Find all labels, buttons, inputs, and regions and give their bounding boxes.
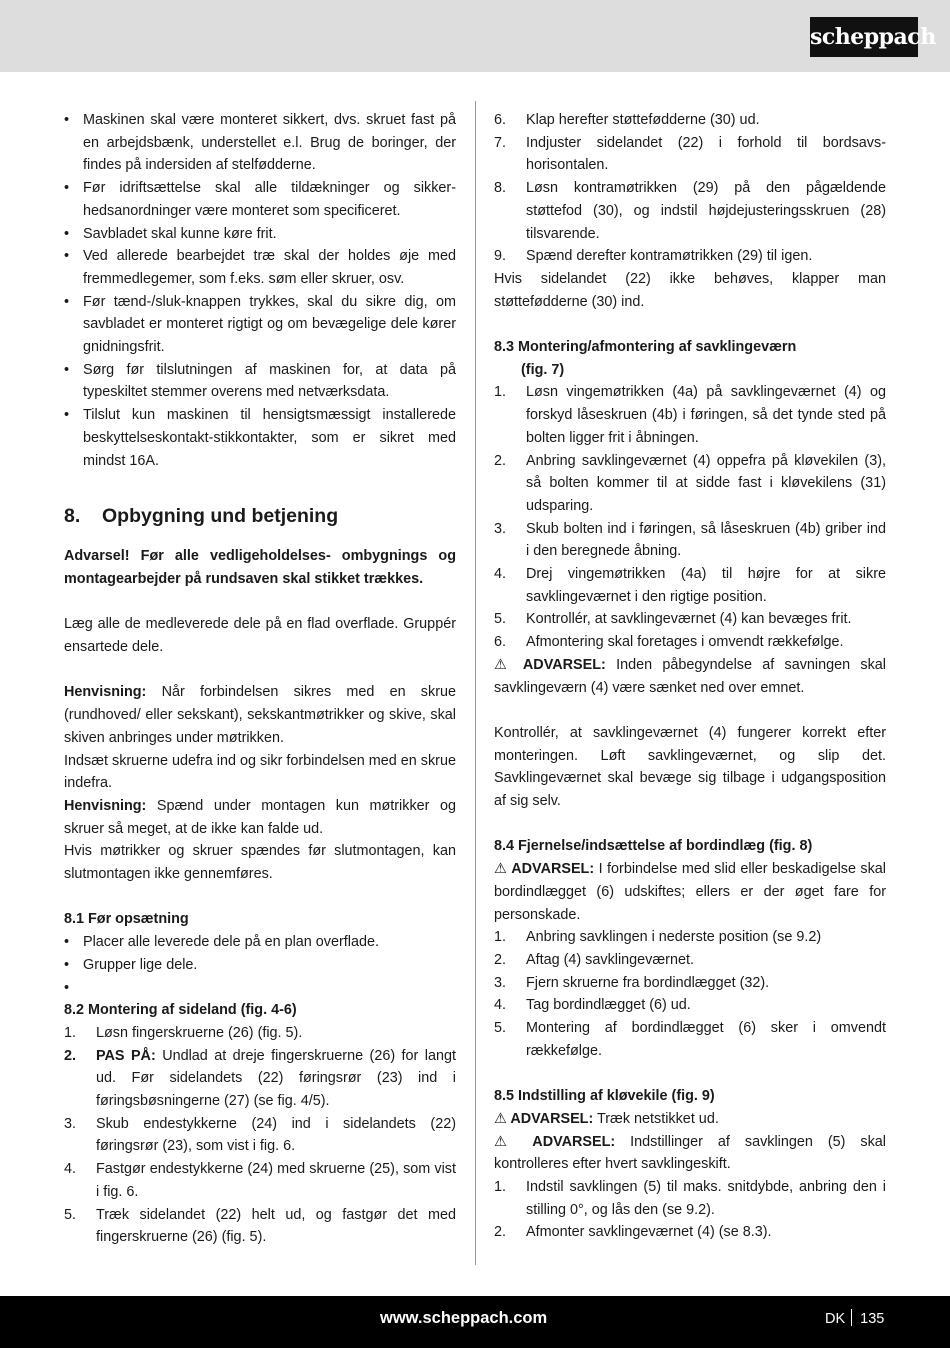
step-number: 3. <box>64 1115 77 1132</box>
list-item: • Tilslut kun maskinen til hensigtsmæssigt installerede beskyttelseskontakt-stikkontakter, som er sikret med mindst 16A. <box>64 404 456 472</box>
list-item: • Ved allerede bearbejdet træ skal der holdes øje med fremmedlegemer, som f.eks. søm eller skruer, osv. <box>64 245 456 290</box>
step-number: 1. <box>494 384 507 401</box>
step-text: Drej vingemøtrikken (4a) til højre for at sikre savklingeværnet i den rigtige position. <box>526 566 886 605</box>
step-number: 4. <box>494 566 507 583</box>
list-item: • Sørg før tilslutningen af maskinen for, at data på typeskiltet stemmer overens med netværksdata. <box>64 359 456 404</box>
step-number: 1. <box>494 1178 507 1195</box>
mounting-steps-continued <box>494 109 886 268</box>
list-item <box>494 994 886 1017</box>
list-item <box>494 109 886 132</box>
step-number: 7. <box>494 134 507 151</box>
list-item <box>64 977 456 1000</box>
warning-text: Træk netstikket ud. <box>593 1110 719 1127</box>
step-number: 5. <box>494 1020 507 1037</box>
step-number: 2. <box>494 452 507 469</box>
step-text: Kontrollér, at savklingeværnet (4) kan bevæges frit. <box>526 611 852 628</box>
step-text: Tag bordindlægget (6) ud. <box>526 997 691 1014</box>
step-text: Fjern skruerne fra bordindlægget (32). <box>526 974 770 991</box>
list-item: • Grupper lige dele. <box>64 954 456 977</box>
note-paragraph <box>64 795 456 840</box>
list-item <box>494 631 886 654</box>
warning-label: ⚠ ADVARSEL: <box>494 1110 594 1127</box>
brand-logo: scheppach <box>810 17 918 57</box>
list-item: • Før idriftsættelse skal alle tildækninger og sikker-hedsanordninger være monteret som specificeret. <box>64 177 456 222</box>
left-column <box>64 109 456 1249</box>
step-text: Fastgør endestykkerne (24) med skruerne (25), som vist i fig. 6. <box>96 1161 456 1200</box>
step-text: Afmontering skal foretages i omvendt rækkefølge. <box>526 634 844 651</box>
subsection-heading: 8.1 Før opsætning <box>64 911 189 928</box>
note-text: Når forbindelsen sikres med en skrue (rundhoved/ eller sekskant), sekskantmøtrikker og skive, skal skiven anbringes under møtrikken. <box>64 684 456 746</box>
subsection-heading: 8.2 Montering af sideland (fig. 4-6) <box>64 1002 297 1019</box>
note-text: Spænd under montagen kun møtrikker og skruer så meget, at de ikke kan falde ud. <box>64 797 456 837</box>
prep-bullet-list <box>64 931 456 999</box>
warning-text: Indstillinger af savklingen (5) skal kontrolleres efter hvert savklingeskift. <box>494 1133 886 1173</box>
page-header <box>0 0 950 72</box>
list-item: • Savbladet skal kunne køre frit. <box>64 223 456 246</box>
warning-paragraph <box>494 654 886 699</box>
section-number: 8. <box>64 505 81 528</box>
paragraph: Læg alle de medleverede dele på en flad overflade. Gruppér ensartede dele. <box>64 616 456 656</box>
list-item <box>494 949 886 972</box>
step-number: 5. <box>64 1206 77 1223</box>
paragraph: Indsæt skruerne udefra ind og sikr forbindelsen med en skrue indefra. <box>64 752 456 792</box>
list-item <box>494 972 886 995</box>
list-item <box>494 177 886 245</box>
page-indicator <box>825 1309 884 1327</box>
warning-text: I forbindelse med slid eller beskadigelse skal bordindlægget (6) udskiftes; ellers er der øget fare for personskade. <box>494 861 887 923</box>
step-label: PAS PÅ: <box>96 1047 156 1064</box>
paragraph: Hvis møtrikker og skruer spændes før slutmontagen, kan slutmontagen ikke gennemføres. <box>64 843 456 883</box>
list-item <box>494 245 886 268</box>
warning-text: Advarsel! Før alle vedligeholdelses- ombygnings og montagearbejder på rundsaven skal stikket trækkes. <box>64 548 456 587</box>
step-text: Skub bolten ind i føringen, så låseskruen (4b) griber ind i den beregnede åbning. <box>526 520 886 560</box>
list-item <box>64 1204 456 1249</box>
subsection-heading: 8.5 Indstilling af kløvekile (fig. 9) <box>494 1088 715 1105</box>
list-item <box>494 926 886 949</box>
step-number: 1. <box>64 1024 77 1041</box>
step-text: Aftag (4) savklingeværnet. <box>526 951 694 968</box>
list-item <box>494 381 886 449</box>
list-item <box>494 1221 886 1244</box>
right-column <box>494 109 886 1244</box>
step-number: 9. <box>494 248 507 265</box>
step-number: 6. <box>494 634 507 651</box>
warning-paragraph <box>494 858 886 926</box>
safety-bullet-list <box>64 109 456 472</box>
note-label: Henvisning: <box>64 797 147 814</box>
website-link[interactable]: www.scheppach.com <box>380 1309 548 1327</box>
warning-text: Inden påbegyndelse af savningen skal savklingeværn (4) være sænket ned over emnet. <box>494 656 886 696</box>
list-item <box>494 518 886 563</box>
step-number: 1. <box>494 929 507 946</box>
list-item <box>494 1176 886 1221</box>
step-text: Løsn kontramøtrikken (29) på den pågældende støttefod (30), og indstil højdejusteringsskruen (28) tilsvarende. <box>526 180 886 242</box>
step-text: Skub endestykkerne (24) ind i sidelandets (22) føringsrør (23), som vist i fig. 6. <box>96 1115 456 1155</box>
step-text: Træk sidelandet (22) helt ud, og fastgør det med fingerskruerne (26) (fig. 5). <box>96 1206 456 1246</box>
subsection-heading: 8.4 Fjernelse/indsættelse af bordindlæg (fig. 8) <box>494 838 813 855</box>
list-item: • Placer alle leverede dele på en plan overflade. <box>64 931 456 954</box>
step-number: 2. <box>494 951 507 968</box>
table-insert-steps <box>494 926 886 1062</box>
guard-steps <box>494 381 886 653</box>
warning-paragraph <box>494 1131 886 1176</box>
list-item <box>494 563 886 608</box>
step-number: 3. <box>494 520 507 537</box>
step-number: 8. <box>494 180 507 197</box>
warning-paragraph <box>494 1108 886 1131</box>
step-number: 2. <box>494 1224 507 1241</box>
mounting-steps <box>64 1022 456 1249</box>
step-text: Spænd derefter kontramøtrikken (29) til igen. <box>526 248 813 265</box>
list-item <box>64 1045 456 1113</box>
page-footer <box>0 1296 950 1348</box>
step-text: Anbring savklingen i nederste position (se 9.2) <box>526 929 822 946</box>
note-paragraph <box>64 681 456 749</box>
list-item <box>494 1017 886 1062</box>
list-item <box>494 450 886 518</box>
list-item <box>64 1158 456 1203</box>
list-item <box>494 132 886 177</box>
subsection-heading: 8.3 Montering/afmontering af savklingeværn <box>494 339 797 356</box>
step-number: 2. <box>64 1047 77 1064</box>
step-text: Afmonter savklingeværnet (4) (se 8.3). <box>526 1224 772 1241</box>
step-number: 3. <box>494 974 507 991</box>
list-item <box>494 608 886 631</box>
page-number: 135 <box>860 1311 885 1327</box>
step-text: Løsn fingerskruerne (26) (fig. 5). <box>96 1024 303 1041</box>
separator <box>851 1309 852 1326</box>
step-number: 4. <box>494 997 507 1014</box>
step-text: Montering af bordindlægget (6) sker i omvendt rækkefølge. <box>526 1020 886 1059</box>
paragraph: Hvis sidelandet (22) ikke behøves, klapper man støttefødderne (30) ind. <box>494 270 886 310</box>
step-text: Undlad at dreje fingerskruerne (26) for langt ud. Før sidelandets (22) føringsrør (23) ind i føringsbøsningerne (27) (se fig. 4/5). <box>96 1047 456 1110</box>
subsection-heading-figure: (fig. 7) <box>521 361 565 378</box>
note-label: Henvisning: <box>64 684 147 701</box>
step-number: 5. <box>494 611 507 628</box>
list-item: • Før tænd-/sluk-knappen trykkes, skal du sikre dig, om savbladet er monteret rigtigt og om bevægelige dele kører gnidningsfrit. <box>64 291 456 359</box>
step-text: Anbring savklingeværnet (4) oppefra på kløvekilen (3), så bolten kommer til at sidde fast i kløvekilens (31) udsparing. <box>526 452 886 514</box>
column-divider <box>475 101 476 1265</box>
section-title: Opbygning und betjening <box>102 505 339 528</box>
step-number: 6. <box>494 112 507 128</box>
list-item: • Maskinen skal være monteret sikkert, dvs. skruet fast på en arbejdsbænk, understellet e.l. Brug de boringer, der findes på indersiden af stelfødderne. <box>64 109 456 177</box>
section-8-heading <box>64 503 456 529</box>
step-text: Løsn vingemøtrikken (4a) på savklingeværnet (4) og forskyd låseskruen (4b) i føringen, så det tynde sted på bolten ligger frit i åbningen. <box>526 384 886 446</box>
step-number: 4. <box>64 1161 77 1178</box>
language-code: DK <box>825 1311 846 1327</box>
list-item <box>64 1113 456 1158</box>
warning-label: ⚠ ADVARSEL: <box>494 1133 616 1150</box>
list-item <box>64 1022 456 1045</box>
step-text: Klap herefter støttefødderne (30) ud. <box>526 112 760 128</box>
warning-label: ⚠ ADVARSEL: <box>494 861 595 878</box>
warning-label: ⚠ ADVARSEL: <box>494 656 606 673</box>
riving-knife-steps <box>494 1176 886 1244</box>
paragraph: Kontrollér, at savklingeværnet (4) fungerer korrekt efter monteringen. Løft savklingeværnet, og slip det. Savklingeværnet skal bevæge sig tilbage i udgangsposition af sig selv. <box>494 724 886 810</box>
step-text: Indstil savklingen (5) til maks. snitdybde, anbring den i stilling 0°, og lås den (se 9.2). <box>526 1178 886 1218</box>
step-text: Indjuster sidelandet (22) i forhold til bordsavs-horisontalen. <box>526 134 886 174</box>
